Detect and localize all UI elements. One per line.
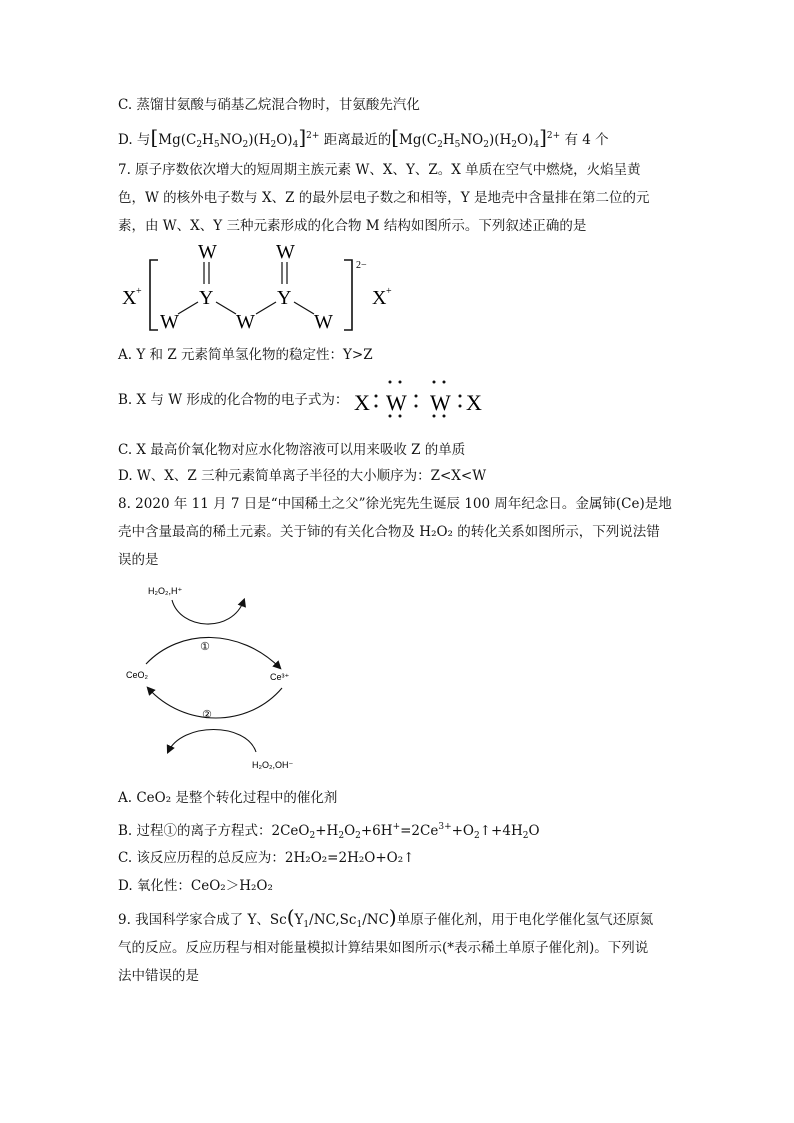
bond-y2-w2 xyxy=(256,302,276,314)
q9-stem-line-3: 法中错误的是 xyxy=(118,968,199,984)
q7-option-d: D. W、X、Z 三种元素简单离子半径的大小顺序为：Z<X<W xyxy=(118,468,487,484)
q6-option-c: C. 蒸馏甘氨酸与硝基乙烷混合物时，甘氨酸先汽化 xyxy=(118,97,420,113)
q7-electron-formula xyxy=(352,378,492,418)
q8-option-b-equation: $2CeO_2+H_2O_2+6H^+=2Ce^{3+}+O_2↑+4H_2O$ xyxy=(271,822,540,841)
step-2-label: ② xyxy=(202,709,212,721)
bond-y2-w3 xyxy=(294,302,314,314)
q8-stem-line-2: 壳中含量最高的稀土元素。关于铈的有关化合物及 H₂O₂ 的转化关系如图所示，下列说法错 xyxy=(118,524,660,540)
q8-stem-line-1: 8. 2020 年 11 月 7 日是“中国稀土之父”徐光宪先生诞辰 100 周年纪念日。金属铈(Ce)是地 xyxy=(118,496,672,512)
bottom-reagent: H₂O₂,OH⁻ xyxy=(252,760,294,770)
ef-x-right: X xyxy=(466,390,482,415)
q9-stem-line-2: 气的反应。反应历程与相对能量模拟计算结果如图所示(*表示稀土单原子催化剂)。下列说 xyxy=(118,940,649,956)
q8-stem-line-3: 误的是 xyxy=(118,552,159,568)
ef-x-left: X xyxy=(354,390,370,415)
q6-option-d-mid: 距离最近的 xyxy=(323,132,392,148)
atom-w-bottom-middle: W xyxy=(236,311,255,333)
cation-right-charge: + xyxy=(386,286,392,297)
q8-option-c: C. 该反应历程的总反应为：2H₂O₂=2H₂O+O₂↑ xyxy=(118,850,415,866)
bond-y1-w2 xyxy=(216,302,236,314)
q7-option-b xyxy=(118,390,348,410)
top-arrow xyxy=(172,600,244,624)
q7-option-b-prefix: B. X 与 W 形成的化合物的电子式为： xyxy=(118,392,349,408)
q7-option-c: C. X 最高价氧化物对应水化物溶液可以用来吸收 Z 的单质 xyxy=(118,442,466,458)
q9-stem-prefix: 9. 我国科学家合成了 Y、Sc xyxy=(118,912,287,928)
q7-stem-line-1: 7. 原子序数依次增大的短周期主族元素 W、X、Y、Z。X 单质在空气中燃烧，火焰呈黄 xyxy=(118,162,641,178)
atom-w-bottom-left: W xyxy=(160,311,179,333)
left-species: CeO₂ xyxy=(126,670,148,680)
q8-cycle-diagram xyxy=(120,576,310,776)
q8-option-a: A. CeO₂ 是整个转化过程中的催化剂 xyxy=(118,790,338,806)
cation-left: X xyxy=(122,287,137,309)
bracket-right xyxy=(344,260,352,330)
q7-option-a: A. Y 和 Z 元素简单氢化物的稳定性：Y>Z xyxy=(118,347,373,363)
atom-w-bottom-right: W xyxy=(314,311,333,333)
q7-stem-line-3: 素，由 W、X、Y 三种元素形成的化合物 M 结构如图所示。下列叙述正确的是 xyxy=(118,218,587,234)
atom-w-top-right: W xyxy=(276,241,295,263)
bond-y1-w1 xyxy=(178,302,198,314)
q7-structure-diagram xyxy=(118,238,408,338)
anion-charge: 2− xyxy=(356,260,367,271)
ef-w-left: W xyxy=(386,390,407,415)
q9-stem-suffix: 单原子催化剂，用于电化学催化氢气还原氮 xyxy=(396,912,654,928)
ef-w-right: W xyxy=(430,390,451,415)
q8-option-d: D. 氧化性：CeO₂＞H₂O₂ xyxy=(118,878,273,894)
q7-stem-line-2: 色，W 的核外电子数与 X、Z 的最外层电子数之和相等，Y 是地壳中含量排在第二位的元 xyxy=(118,190,650,206)
q8-option-b-prefix: B. 过程①的离子方程式： xyxy=(118,823,272,839)
q8-option-b xyxy=(118,817,540,846)
formula-mg-complex-1: $[Mg(C_2H_5NO_2)(H_2O)_4]^{2+}$ xyxy=(150,125,320,150)
formula-mg-complex-2: $[Mg(C_2H_5NO_2)(H_2O)_4]^{2+}$ xyxy=(391,125,561,150)
atom-y-right: Y xyxy=(277,287,292,309)
cation-right: X xyxy=(372,287,387,309)
atom-w-top-left: W xyxy=(198,241,217,263)
q6-option-d-prefix: D. 与 xyxy=(118,132,151,148)
cation-left-charge: + xyxy=(136,286,142,297)
upper-arc-arrow xyxy=(146,637,280,668)
bracket-left xyxy=(150,260,158,330)
formula-catalyst: $(Y_1/NC,Sc_1/NC)$ xyxy=(286,905,397,930)
step-1-label: ① xyxy=(200,641,210,653)
q6-option-d xyxy=(118,126,609,155)
top-reagent: H₂O₂,H⁺ xyxy=(148,586,183,596)
right-species: Ce³⁺ xyxy=(270,672,290,682)
q9-stem-line-1 xyxy=(118,907,653,935)
lower-arc-arrow xyxy=(148,688,282,718)
bottom-arrow xyxy=(168,730,256,753)
q6-option-d-suffix: 有 4 个 xyxy=(564,132,609,148)
atom-y-left: Y xyxy=(199,287,214,309)
